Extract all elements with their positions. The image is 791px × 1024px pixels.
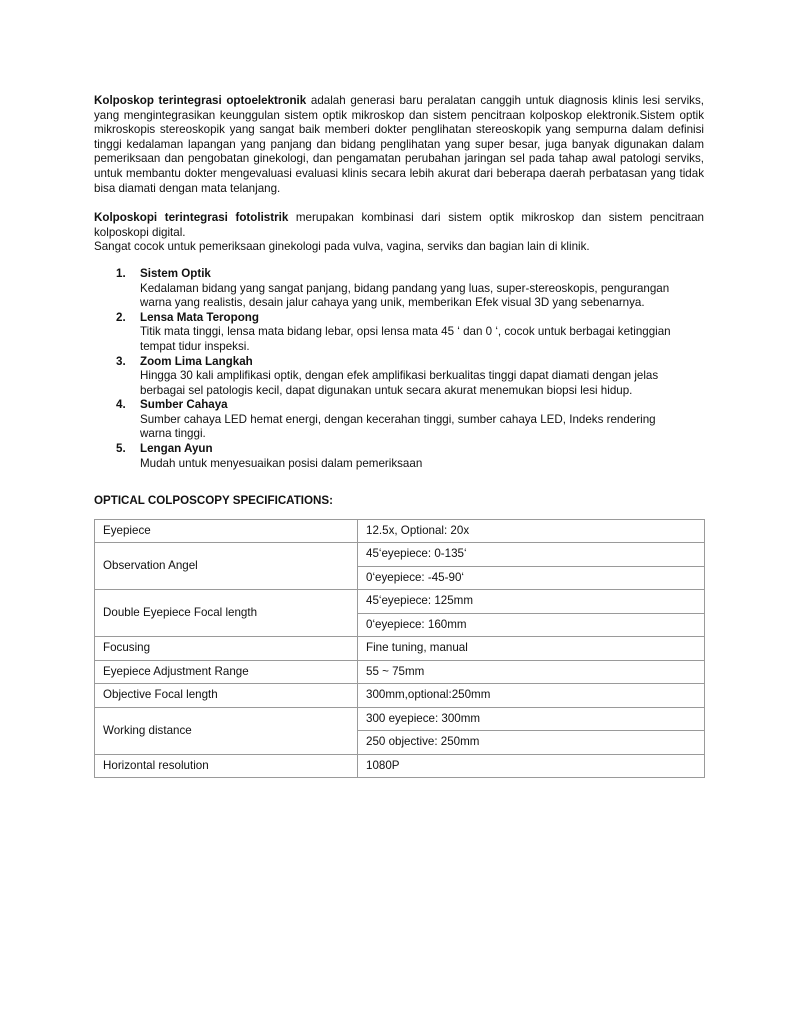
spec-label: Working distance: [95, 707, 358, 754]
spec-label: Focusing: [95, 637, 358, 661]
intro-paragraph: [94, 94, 704, 196]
spec-value: 55 ~ 75mm: [358, 660, 705, 684]
spec-value: 45‘eyepiece: 125mm: [358, 590, 705, 614]
feature-title: Sumber Cahaya: [140, 398, 228, 412]
second-line2: Sangat cocok untuk pemeriksaan ginekologi pada vulva, vagina, serviks dan bagian lain di klinik.: [94, 240, 590, 254]
feature-list: [94, 267, 704, 471]
spec-value: 300mm,optional:250mm: [358, 684, 705, 708]
feature-description: Kedalaman bidang yang sangat panjang, bidang pandang yang luas, super-stereoskopis, pengurangan warna yang realistis, desain jalur cahaya yang unik, memberikan Efek visual 3D yang sebenarnya.: [140, 281, 670, 310]
feature-description: Sumber cahaya LED hemat energi, dengan kecerahan tinggi, sumber cahaya LED, Indeks rendering warna tinggi.: [140, 412, 656, 441]
spec-value: 0‘eyepiece: -45-90‘: [358, 566, 705, 590]
spec-label: Objective Focal length: [95, 684, 358, 708]
list-item: [94, 267, 704, 311]
list-item: [94, 311, 704, 355]
intro-text: adalah generasi baru peralatan canggih untuk diagnosis klinis lesi serviks, yang mengintegrasikan keunggulan sistem optik mikroskop dan sistem pencitraan kolposkop elektronik.Sistem optik mikroskopis stereoskopik yang sangat baik memberi dokter penglihatan stereoskopik yang sempurna dalam definisi tinggi kedalaman lapangan yang panjang dan bidang penglihatan yang super besar, juga banyak digunakan dalam pemeriksaan dan pengobatan ginekologi, dan pengamatan perubahan jaringan sel pada tahap awal patologi serviks, untuk membantu dokter mengevaluasi evaluasi klinis secara lebih akurat dari beberapa daerah perbatasan yang tidak bisa diamati dengan mata telanjang.: [94, 94, 704, 195]
table-row: [95, 707, 705, 731]
list-number: 1.: [116, 266, 126, 280]
list-number: 4.: [116, 398, 126, 412]
spec-label: Eyepiece Adjustment Range: [95, 660, 358, 684]
list-number: 2.: [116, 310, 126, 324]
spec-label: Horizontal resolution: [95, 754, 358, 778]
feature-description: Hingga 30 kali amplifikasi optik, dengan efek amplifikasi berkualitas tinggi dapat diamati dengan jelas berbagai sel patologis kecil, dapat digunakan untuk secara akurat menemukan biopsi lesi hidup.: [140, 369, 659, 397]
list-item: [94, 442, 704, 471]
spec-label: Eyepiece: [95, 519, 358, 543]
spec-value: 250 objective: 250mm: [358, 731, 705, 755]
feature-title: Sistem Optik: [140, 266, 211, 280]
list-number: 3.: [116, 354, 126, 368]
table-row: [95, 684, 705, 708]
list-item: [94, 355, 704, 399]
spec-label: Observation Angel: [95, 543, 358, 590]
feature-title: Lensa Mata Teropong: [140, 310, 259, 324]
list-item: [94, 398, 704, 442]
feature-description: Mudah untuk menyesuaikan posisi dalam pemeriksaan: [140, 456, 423, 470]
spec-value: Fine tuning, manual: [358, 637, 705, 661]
spec-label: Double Eyepiece Focal length: [95, 590, 358, 637]
list-number: 5.: [116, 442, 126, 456]
table-row: [95, 543, 705, 567]
table-row: [95, 754, 705, 778]
spec-value: 0‘eyepiece: 160mm: [358, 613, 705, 637]
table-row: [95, 590, 705, 614]
table-row: [95, 519, 705, 543]
second-bold-term: Kolposkopi terintegrasi fotolistrik: [94, 211, 289, 225]
table-row: [95, 660, 705, 684]
document-page: [94, 94, 704, 778]
specs-heading: OPTICAL COLPOSCOPY SPECIFICATIONS:: [94, 494, 333, 508]
spec-value: 12.5x, Optional: 20x: [358, 519, 705, 543]
spec-value: 300 eyepiece: 300mm: [358, 707, 705, 731]
spec-value: 1080P: [358, 754, 705, 778]
intro-bold-term: Kolposkop terintegrasi optoelektronik: [94, 94, 307, 107]
spec-value: 45‘eyepiece: 0-135‘: [358, 543, 705, 567]
table-row: [95, 637, 705, 661]
feature-description: Titik mata tinggi, lensa mata bidang lebar, opsi lensa mata 45 ‘ dan 0 ‘, cocok untuk berbagai ketinggian tempat tidur inspeksi.: [140, 325, 671, 353]
specs-table: [94, 519, 705, 779]
feature-title: Lengan Ayun: [140, 442, 213, 456]
feature-title: Zoom Lima Langkah: [140, 354, 253, 368]
second-paragraph: [94, 211, 704, 255]
second-text: merupakan kombinasi dari sistem optik mikroskop dan sistem pencitraan kolposkopi digital.: [94, 211, 704, 239]
